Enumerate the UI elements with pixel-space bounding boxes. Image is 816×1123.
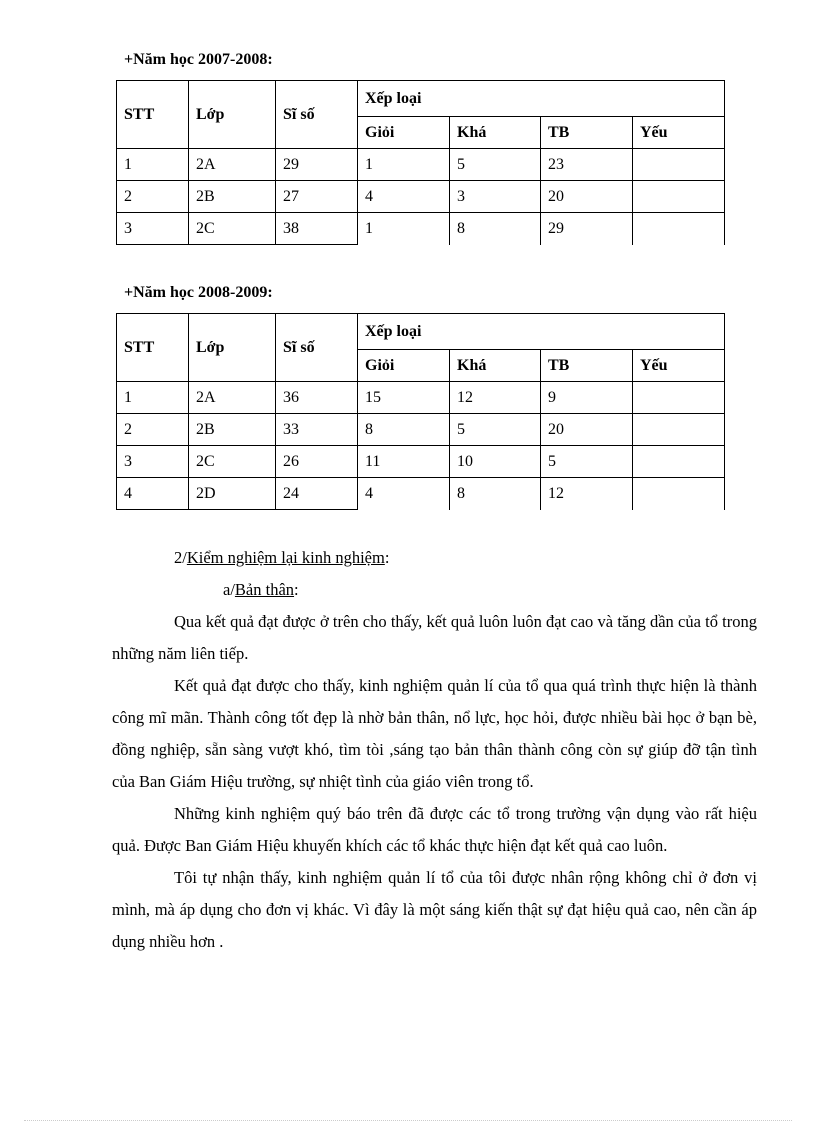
cell-kha: 8 xyxy=(450,213,541,245)
cell-kha: 5 xyxy=(450,414,541,446)
cell-stt: 2 xyxy=(117,181,189,213)
subsection-suffix: : xyxy=(294,580,299,599)
cell-yeu xyxy=(633,478,725,510)
table-row xyxy=(117,382,725,414)
cell-gioi: 4 xyxy=(358,478,450,510)
col-header-yeu: Yếu xyxy=(633,350,725,382)
section-suffix: : xyxy=(384,548,390,567)
cell-stt: 1 xyxy=(117,149,189,181)
cell-kha: 8 xyxy=(450,478,541,510)
cell-tb: 9 xyxy=(541,382,633,414)
col-header-stt: STT xyxy=(117,314,189,382)
paragraph: Kết quả đạt được cho thấy, kinh nghiệm quản lí của tổ qua quá trình thực hiện là thành công mĩ mãn. Thành công tốt đẹp là nhờ bản thân, nổ lực, học hỏi, được nhiều bài học ở bạn bè, đồng nghiệp, sẵn sàng vượt khó, tìm tòi ,sáng tạo bản thân thành công còn sự giúp đỡ tận tình của Ban Giám Hiệu trường, sự nhiệt tình của giáo viên trong tổ. xyxy=(112,676,757,791)
cell-tb: 23 xyxy=(541,149,633,181)
section-title: Kiểm nghiệm lại kinh nghiệm xyxy=(186,548,385,567)
cell-gioi: 15 xyxy=(358,382,450,414)
table-2-heading: +Năm học 2008-2009: xyxy=(124,284,273,301)
cell-tb: 12 xyxy=(541,478,633,510)
cell-kha: 10 xyxy=(450,446,541,478)
cell-stt: 1 xyxy=(117,382,189,414)
cell-kha: 12 xyxy=(450,382,541,414)
cell-tb: 5 xyxy=(541,446,633,478)
col-header-xep-loai: Xếp loại xyxy=(358,314,725,350)
cell-lop: 2D xyxy=(189,478,276,510)
cell-stt: 3 xyxy=(117,446,189,478)
cell-yeu xyxy=(633,382,725,414)
col-header-tb: TB xyxy=(541,350,633,382)
col-header-lop: Lớp xyxy=(189,81,276,149)
document-body xyxy=(112,542,757,958)
cell-lop: 2A xyxy=(189,382,276,414)
col-header-lop: Lớp xyxy=(189,314,276,382)
table-row xyxy=(117,478,725,510)
col-header-siso: Sĩ số xyxy=(276,314,358,382)
paragraph: Tôi tự nhận thấy, kinh nghiệm quản lí tổ của tôi được nhân rộng không chỉ ở đơn vị mình, mà áp dụng cho đơn vị khác. Vì đây là một sáng kiến thật sự đạt hiệu quả cao, nên cần áp dụng nhiều hơn . xyxy=(112,868,757,951)
cell-tb: 29 xyxy=(541,213,633,245)
table-row xyxy=(117,414,725,446)
cell-yeu xyxy=(633,446,725,478)
cell-gioi: 1 xyxy=(358,213,450,245)
cell-lop: 2A xyxy=(189,149,276,181)
cell-stt: 3 xyxy=(117,213,189,245)
cell-yeu xyxy=(633,181,725,213)
cell-kha: 5 xyxy=(450,149,541,181)
col-header-stt: STT xyxy=(117,81,189,149)
cell-lop: 2B xyxy=(189,181,276,213)
col-header-kha: Khá xyxy=(450,117,541,149)
col-header-gioi: Giỏi xyxy=(358,117,450,149)
cell-siso: 38 xyxy=(276,213,358,245)
cell-stt: 2 xyxy=(117,414,189,446)
cell-tb: 20 xyxy=(541,414,633,446)
subsection-heading xyxy=(112,574,757,606)
cell-gioi: 1 xyxy=(358,149,450,181)
col-header-gioi: Giỏi xyxy=(358,350,450,382)
col-header-yeu: Yếu xyxy=(633,117,725,149)
subsection-title: Bản thân xyxy=(234,580,295,599)
cell-gioi: 11 xyxy=(358,446,450,478)
cell-gioi: 8 xyxy=(358,414,450,446)
cell-yeu xyxy=(633,414,725,446)
paragraph: Những kinh nghiệm quý báo trên đã được các tổ trong trường vận dụng vào rất hiệu quả. Được Ban Giám Hiệu khuyến khích các tổ khác thực hiện đạt kết quả cao luôn. xyxy=(112,804,757,855)
cell-tb: 20 xyxy=(541,181,633,213)
table-row xyxy=(117,149,725,181)
cell-yeu xyxy=(633,213,725,245)
cell-siso: 26 xyxy=(276,446,358,478)
table-row xyxy=(117,181,725,213)
cell-siso: 33 xyxy=(276,414,358,446)
section-number: 2/ xyxy=(174,548,187,567)
table-row xyxy=(117,213,725,245)
table-1 xyxy=(116,80,725,245)
cell-stt: 4 xyxy=(117,478,189,510)
table-2 xyxy=(116,313,725,510)
table-row xyxy=(117,446,725,478)
col-header-xep-loai: Xếp loại xyxy=(358,81,725,117)
section-heading xyxy=(112,542,757,574)
page-bottom-rule xyxy=(24,1120,792,1121)
paragraph: Qua kết quả đạt được ở trên cho thấy, kết quả luôn luôn đạt cao và tăng dần của tổ trong những năm liên tiếp. xyxy=(112,612,757,663)
cell-kha: 3 xyxy=(450,181,541,213)
col-header-kha: Khá xyxy=(450,350,541,382)
cell-lop: 2B xyxy=(189,414,276,446)
table-1-heading: +Năm học 2007-2008: xyxy=(124,51,273,68)
cell-gioi: 4 xyxy=(358,181,450,213)
cell-siso: 29 xyxy=(276,149,358,181)
cell-lop: 2C xyxy=(189,213,276,245)
col-header-tb: TB xyxy=(541,117,633,149)
cell-siso: 27 xyxy=(276,181,358,213)
col-header-siso: Sĩ số xyxy=(276,81,358,149)
cell-lop: 2C xyxy=(189,446,276,478)
cell-siso: 24 xyxy=(276,478,358,510)
subsection-prefix: a/ xyxy=(223,580,235,599)
cell-siso: 36 xyxy=(276,382,358,414)
cell-yeu xyxy=(633,149,725,181)
